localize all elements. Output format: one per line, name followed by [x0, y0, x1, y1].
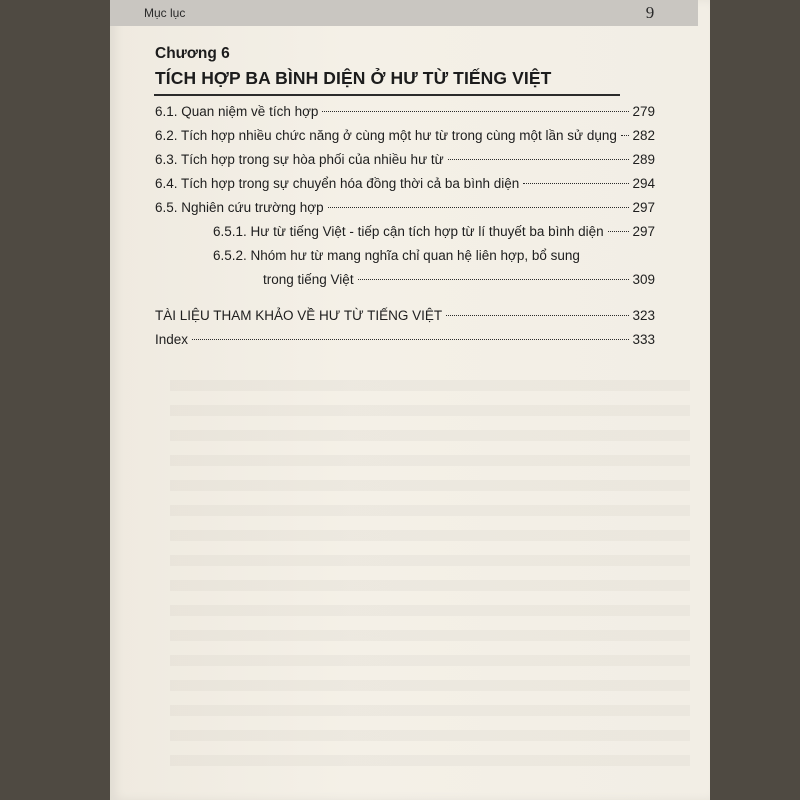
toc-entry-6-2: [155, 124, 655, 148]
toc-page-number: 282: [632, 128, 655, 143]
title-rule: [154, 94, 620, 96]
table-of-contents: [155, 100, 655, 352]
chapter-title: TÍCH HỢP BA BÌNH DIỆN Ở HƯ TỪ TIẾNG VIỆT: [155, 68, 552, 88]
toc-entry-6-4: [155, 172, 655, 196]
dot-leader: [328, 207, 630, 208]
toc-page-number: 297: [632, 224, 655, 239]
toc-entry-text: 6.5. Nghiên cứu trường hợp: [155, 200, 324, 215]
toc-entry-text: 6.3. Tích hợp trong sự hòa phối của nhiều hư từ: [155, 152, 444, 167]
dot-leader: [448, 159, 630, 160]
dot-leader: [358, 279, 630, 280]
dot-leader: [523, 183, 629, 184]
toc-entry-text: Index: [155, 332, 189, 347]
header-section-title: Mục lục: [144, 6, 186, 20]
toc-entry-text: 6.5.1. Hư từ tiếng Việt - tiếp cận tích hợp từ lí thuyết ba bình diện: [213, 224, 604, 239]
toc-entry-index: [155, 328, 655, 352]
toc-entry-text: TÀI LIỆU THAM KHẢO VỀ HƯ TỪ TIẾNG VIỆT: [155, 308, 443, 323]
bleed-through-text: [170, 380, 690, 780]
toc-entry-6-1: [155, 100, 655, 124]
header-page-number: 9: [645, 3, 655, 22]
running-header: [110, 0, 698, 26]
toc-page-number: 309: [632, 272, 655, 287]
toc-entry-text: 6.4. Tích hợp trong sự chuyển hóa đồng thời cả ba bình diện: [155, 176, 520, 191]
dot-leader: [608, 231, 630, 232]
toc-page-number: 323: [632, 308, 655, 323]
toc-entry-text: 6.2. Tích hợp nhiều chức năng ở cùng một hư từ trong cùng một lần sử dụng: [155, 128, 617, 143]
chapter-label: Chương 6: [155, 45, 230, 62]
toc-entry-6-5-2-line1: 6.5.2. Nhóm hư từ mang nghĩa chỉ quan hệ liên hợp, bổ sung: [213, 248, 580, 263]
toc-entry-6-5-1: [155, 220, 655, 244]
toc-page-number: 294: [632, 176, 655, 191]
toc-entry-text: 6.1. Quan niệm về tích hợp: [155, 104, 319, 119]
dot-leader: [192, 339, 629, 340]
toc-entry-6-5-2: [155, 268, 655, 292]
toc-page-number: 297: [632, 200, 655, 215]
toc-page-number: 289: [632, 152, 655, 167]
toc-entry-6-3: [155, 148, 655, 172]
toc-page-number: 333: [632, 332, 655, 347]
toc-entry-6-5: [155, 196, 655, 220]
book-page: [110, 0, 710, 800]
dot-leader: [322, 111, 629, 112]
toc-page-number: 279: [632, 104, 655, 119]
toc-entry-text: trong tiếng Việt: [263, 272, 354, 287]
toc-entry-references: [155, 304, 655, 328]
dot-leader: [621, 135, 630, 136]
dot-leader: [446, 315, 629, 316]
